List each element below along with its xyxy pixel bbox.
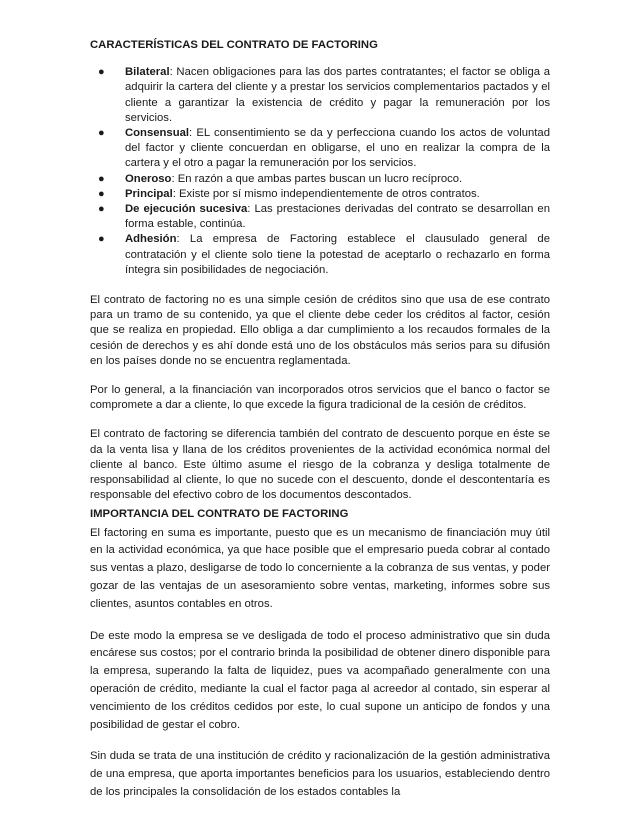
paragraph: El contrato de factoring se diferencia también del contrato de descuento porque en éste se da la venta lisa y llana de los créditos provenientes de la actividad económica normal del cliente al banco. Este último asume el riesgo de la cobranza y desliga totalmente de responsabilidad al cliente, lo que no sucede con el descuento, donde el descontentaría es responsable del efectivo cobro de los documentos descontados. bbox=[90, 428, 550, 502]
feature-item bbox=[98, 187, 550, 202]
bullet-icon: ● bbox=[98, 233, 105, 246]
feature-term: Oneroso bbox=[125, 172, 172, 185]
feature-item bbox=[98, 202, 550, 232]
feature-item bbox=[98, 126, 550, 172]
feature-text: : Las prestaciones derivadas del contrato se desarrollan en forma estable, continúa. bbox=[125, 203, 550, 231]
feature-list bbox=[90, 65, 550, 278]
feature-text: : En razón a que ambas partes buscan un lucro recíproco. bbox=[171, 172, 463, 185]
feature-term: Principal bbox=[125, 187, 173, 200]
feature-item bbox=[98, 172, 550, 187]
feature-item bbox=[98, 232, 550, 278]
feature-text: : Nacen obligaciones para las dos partes contratantes; el factor se obliga a adquirir la cartera del cliente y a prestar los servicios complementarios pactados y el cliente a garantizar la existencia de crédito y pagar la remuneración por los servicios. bbox=[125, 66, 550, 124]
feature-term: Adhesión bbox=[125, 233, 177, 246]
bullet-icon: ● bbox=[98, 172, 105, 185]
bullet-icon: ● bbox=[98, 203, 105, 216]
feature-term: De ejecución sucesiva bbox=[125, 203, 248, 216]
section-heading-caracteristicas: CARACTERÍSTICAS DEL CONTRATO DE FACTORING bbox=[90, 39, 378, 51]
paragraph: Por lo general, a la financiación van incorporados otros servicios que el banco o factor se compromete a dar a cliente, lo que excede la figura tradicional de la cesión de créditos. bbox=[90, 384, 550, 412]
paragraph: De este modo la empresa se ve desligada de todo el proceso administrativo que sin duda encárese sus costos; por el contrario brinda la posibilidad de obtener dinero disponible para la empresa, superando la falta de liquidez, pues va acompañado generalmente con una operación de crédito, mediante la cual el factor paga al acreedor al contado, sin esperar al vencimiento de los créditos cedidos por este, lo cual supone un anticipo de fondos y una posibilidad de gestar el cobro. bbox=[90, 629, 550, 731]
bullet-icon: ● bbox=[98, 187, 105, 200]
paragraph: Sin duda se trata de una institución de crédito y racionalización de la gestión administrativa de una empresa, que aporta importantes beneficios para los usuarios, estableciendo dentro de los principales la consolidación de los estados contables la bbox=[90, 750, 550, 799]
feature-text: : EL consentimiento se da y perfecciona cuando los actos de voluntad del factor y cliente concuerdan en obligarse, el uno en realizar la compra de la cartera y el otro a pagar la remuneración por los servicios. bbox=[125, 127, 550, 170]
bullet-icon: ● bbox=[98, 127, 105, 140]
feature-item bbox=[98, 65, 550, 126]
document-page bbox=[90, 38, 550, 816]
feature-text: : La empresa de Factoring establece el clausulado general de contratación y el cliente solo tiene la potestad de aceptarlo o rechazarlo en forma íntegra sin posibilidades de negociación. bbox=[125, 233, 550, 276]
paragraph: El factoring en suma es importante, puesto que es un mecanismo de financiación muy útil en la actividad económica, ya que hace posible que el empresario pueda cobrar al contado sus ventas a plazo, desligarse de todo lo concerniente a la cobranza de sus ventas, y poder gozar de las ventajas de un asesoramiento sobre ventas, marketing, informes sobre sus clientes, asuntos contables en otros. bbox=[90, 526, 550, 610]
bullet-icon: ● bbox=[98, 66, 105, 79]
feature-term: Consensual bbox=[125, 127, 190, 140]
feature-text: : Existe por sí mismo independientemente de otros contratos. bbox=[172, 187, 480, 200]
feature-term: Bilateral bbox=[125, 66, 170, 79]
section-heading-importancia: IMPORTANCIA DEL CONTRATO DE FACTORING bbox=[90, 508, 349, 521]
paragraph: El contrato de factoring no es una simple cesión de créditos sino que usa de ese contrato para un tramo de su contenido, ya que el cliente debe ceder los créditos al factor, cesión que se realiza en propiedad. Ello obliga a dar cumplimiento a los recaudos formales de la cesión de derechos y es ahí donde está uno de los obstáculos más serios para su difusión en los países donde no se encuentra reglamentada. bbox=[90, 294, 550, 367]
